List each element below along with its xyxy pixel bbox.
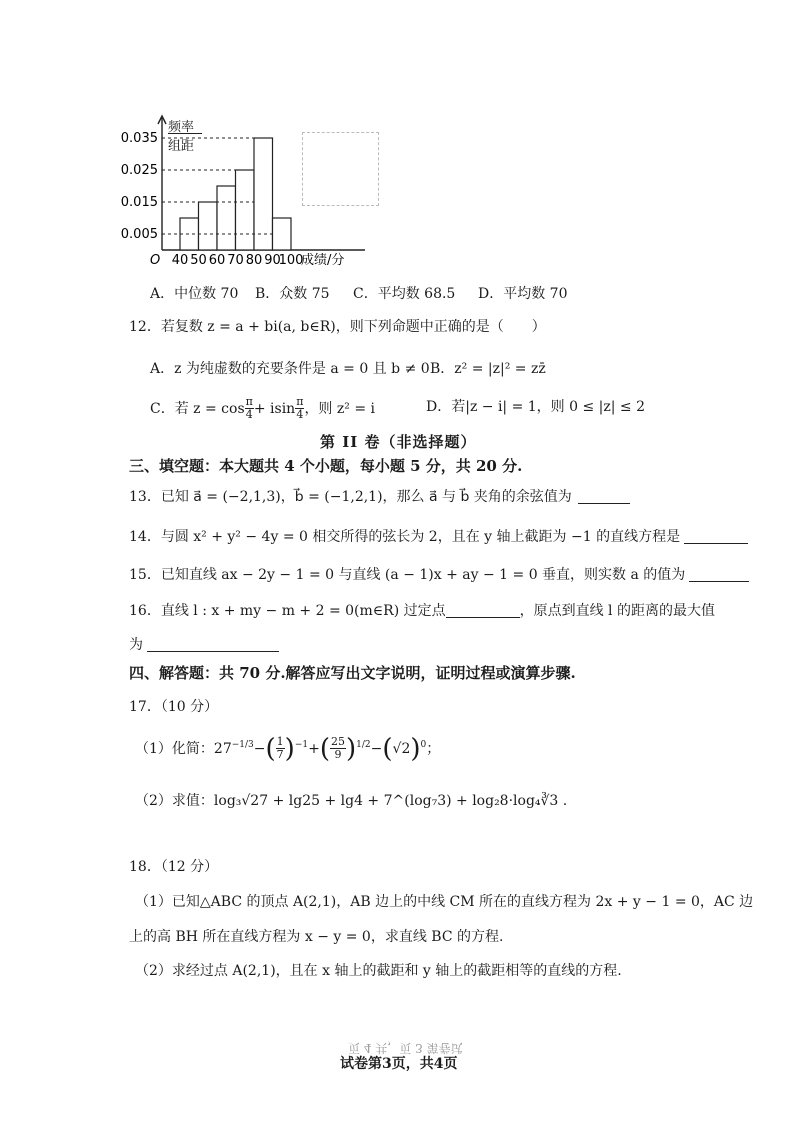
histogram-bar — [199, 202, 218, 250]
q16-answer-blank-1 — [446, 603, 520, 618]
histogram-bar — [236, 170, 255, 250]
q14-answer-blank — [684, 529, 748, 544]
y-axis-label-top: 频率 — [168, 120, 195, 135]
q17-p1-lparen2: ( — [319, 733, 330, 764]
x-tick-label: 90 — [264, 253, 281, 268]
q12-c-frac2 — [295, 396, 304, 421]
q12-stem: 12．若复数 z = a + bi(a, b∈R)，则下列命题中正确的是（ ） — [129, 319, 546, 335]
histogram-bar — [254, 138, 273, 250]
q13-answer-blank — [578, 489, 630, 504]
q12-c-frac1 — [245, 396, 254, 421]
q17-heading: 17．（10 分） — [129, 699, 219, 715]
x-tick-label: 70 — [227, 253, 244, 268]
q17-p1-exp1: −1/3 — [231, 740, 254, 750]
q18-part1-line1: （1）已知△ABC 的顶点 A(2,1)，AB 边上的中线 CM 所在的直线方程为 2x + y − 1 = 0，AC 边 — [135, 894, 754, 910]
q15-answer-blank — [689, 567, 749, 582]
x-tick-label: 100 — [278, 253, 304, 268]
q12-c-mid: + isin — [253, 400, 296, 417]
y-axis-label-fraction-bar — [168, 133, 202, 134]
y-tick-label: 0.015 — [120, 195, 158, 210]
q13-text: 13．已知 a⃗ = (−2,1,3)，b⃗ = (−1,2,1)，那么 a⃗ 与 b⃗ 夹角的余弦值为 — [129, 489, 572, 505]
q17-part2: （2）求值：log₃√27 + lg25 + lg4 + 7^(log₇3) + log₂8·log₄∛3 . — [135, 793, 568, 809]
histogram-bars — [180, 138, 291, 250]
y-tick-label: 0.025 — [120, 163, 158, 178]
q12-c-frac2-num: π — [296, 395, 304, 408]
q17-p1-rparen1: ) — [284, 733, 295, 764]
histogram-bar — [217, 186, 236, 250]
q17-part1 — [135, 733, 441, 764]
q17-p1-mid3: − — [370, 740, 383, 757]
q14-text: 14．与圆 x² + y² − 4y = 0 相交所得的弦长为 2，且在 y 轴上截距为 −1 的直线方程是 — [129, 529, 681, 545]
q18-part1-line2: 上的高 BH 所在直线方程为 x − y = 0，求直线 BC 的方程. — [129, 929, 504, 945]
q18-heading: 18．（12 分） — [129, 859, 219, 875]
q12-c-frac1-num: π — [245, 395, 253, 408]
q12-option-b: B．z² = |z|² = zz̄ — [430, 361, 546, 377]
y-tick-label: 0.005 — [120, 227, 158, 242]
y-tick-label: 0.035 — [120, 131, 158, 146]
q12-c-pre: C．若 z = cos — [150, 400, 245, 417]
q17-p1-lparen3: ( — [382, 733, 393, 764]
x-axis-label: 成绩/分 — [301, 253, 345, 268]
q12-c-frac1-den: 4 — [245, 408, 253, 421]
x-tick-label: 40 — [171, 253, 189, 268]
q15-text: 15．已知直线 ax − 2y − 1 = 0 与直线 (a − 1)x + ay − 1 = 0 垂直，则实数 a 的值为 — [129, 567, 686, 583]
q16-text-a: 16．直线 l : x + my − m + 2 = 0(m∈R) 过定点 — [129, 603, 446, 619]
q17-p1-end: ； — [426, 740, 441, 757]
part2-title: 第 II 卷（非选择题） — [320, 433, 477, 451]
q17-p1-rparen2: ) — [346, 733, 357, 764]
q17-p1-frac1-den: 7 — [276, 748, 284, 761]
q17-p1-exp4: 0 — [420, 740, 427, 750]
histogram-bar — [273, 218, 292, 250]
q17-p1-exp3: 1/2 — [356, 740, 371, 750]
q17-p1-frac1 — [276, 736, 285, 761]
page-footer: 试卷第3页，共4页 — [340, 1056, 458, 1072]
q17-p1-rparen3: ) — [410, 733, 421, 764]
section4-heading: 四、解答题：共 70 分.解答应写出文字说明，证明过程或演算步骤. — [129, 664, 576, 682]
q16-line2 — [129, 636, 279, 654]
q11-option-d: D．平均数 70 — [478, 286, 568, 302]
origin-label: O — [150, 253, 161, 268]
q17-p1-exp2: −1 — [294, 740, 309, 750]
q16-answer-blank-2 — [147, 637, 279, 652]
q17-p1-frac2-den: 9 — [334, 748, 342, 761]
x-tick-label: 80 — [245, 253, 263, 268]
q12-c-frac2-den: 4 — [296, 408, 304, 421]
q16-text-b: ，原点到直线 l 的距离的最大值 — [519, 603, 715, 619]
q11-option-b: B．众数 75 — [255, 286, 330, 302]
y-axis-label-bottom: 组距 — [168, 139, 195, 154]
q12-option-d: D．若|z − i| = 1，则 0 ≤ |z| ≤ 2 — [426, 399, 646, 415]
x-tick-label: 50 — [190, 253, 207, 268]
q17-p1-mid2: + — [308, 740, 320, 757]
q14 — [129, 528, 748, 546]
q12-option-a: A．z 为纯虚数的充要条件是 a = 0 且 b ≠ 0 — [150, 361, 430, 377]
section3-heading: 三、填空题：本大题共 4 个小题，每小题 5 分，共 20 分. — [129, 457, 523, 475]
q17-p1-frac2 — [330, 736, 346, 761]
q17-p1-mid1: − — [253, 740, 266, 757]
q17-p1-frac2-num: 25 — [331, 735, 345, 748]
x-tick-label: 60 — [208, 253, 226, 268]
q11-option-a: A．中位数 70 — [150, 286, 239, 302]
q18-part2: （2）求经过点 A(2,1)，且在 x 轴上的截距和 y 轴上的截距相等的直线的方程. — [135, 963, 622, 979]
q17-p1-label: （1）化简： — [135, 740, 214, 757]
q15 — [129, 566, 749, 584]
q13 — [129, 488, 630, 506]
q16-line1 — [129, 602, 715, 620]
q17-p1-lparen1: ( — [265, 733, 276, 764]
q16-text-c: 为 — [129, 637, 143, 653]
q17-p1-frac1-num: 1 — [276, 735, 284, 748]
q17-p1-sqrt: √2 — [392, 740, 411, 757]
q11-option-c: C．平均数 68.5 — [353, 286, 456, 302]
q12-option-c — [150, 396, 375, 421]
q12-c-post: ，则 z² = i — [304, 400, 375, 417]
q17-p1-base1: 27 — [213, 740, 232, 757]
faint-dashed-box — [302, 132, 379, 206]
footer-bleed-through: 页 4 共，页 3 第卷试 — [348, 1041, 463, 1055]
